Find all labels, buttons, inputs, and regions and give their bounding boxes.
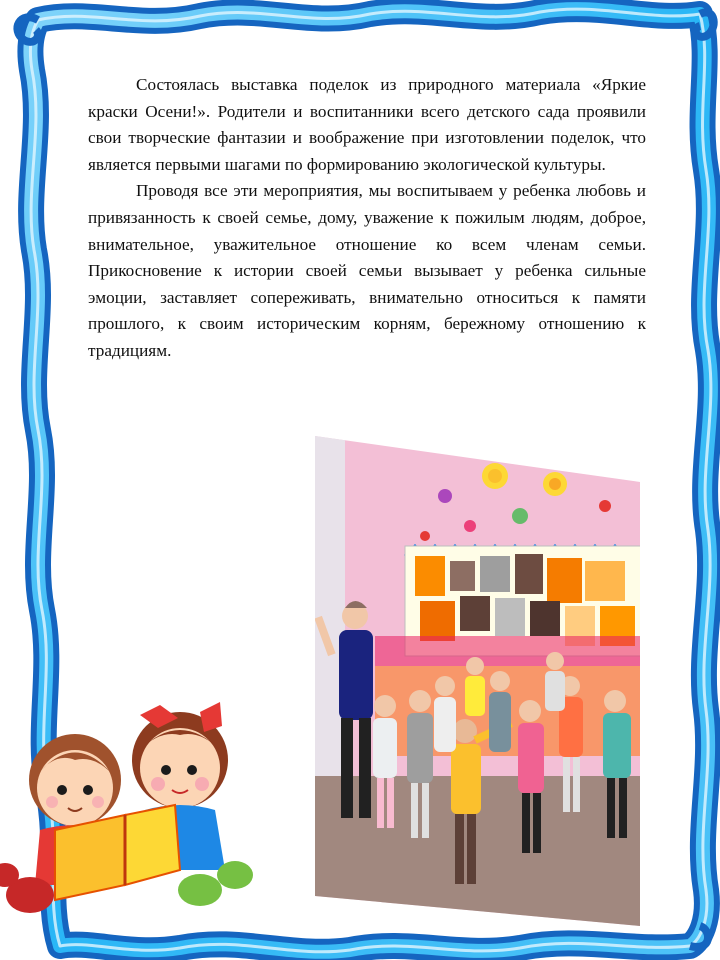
girl-right-bow (200, 702, 222, 732)
group-photo (315, 436, 640, 926)
children-reading-clipart (0, 690, 260, 930)
article-text (88, 72, 646, 365)
paragraph-exhibition: Состоялась выставка поделок из природного материала «Яркие краски Осени!». Родители и воспитанники всего детского сада проявили свои творческие фантазии и воображение при изготовлении поделок, что является первыми шагами по формированию экологической культуры. (88, 75, 646, 174)
paragraph-family-values: Проводя все эти мероприятия, мы воспитываем у ребенка любовь и привязанность к своей семье, дому, уважение к пожилым людям, доброе, внимательное, уважительное отношение ко всем членам семьи. Прикосновение к истории своей семьи вызывает у ребенка сильные эмоции, заставляет сопереживать, внимательно относиться к памяти прошлого, к своим историческим корням, бережному отношению к традициям. (88, 181, 646, 360)
